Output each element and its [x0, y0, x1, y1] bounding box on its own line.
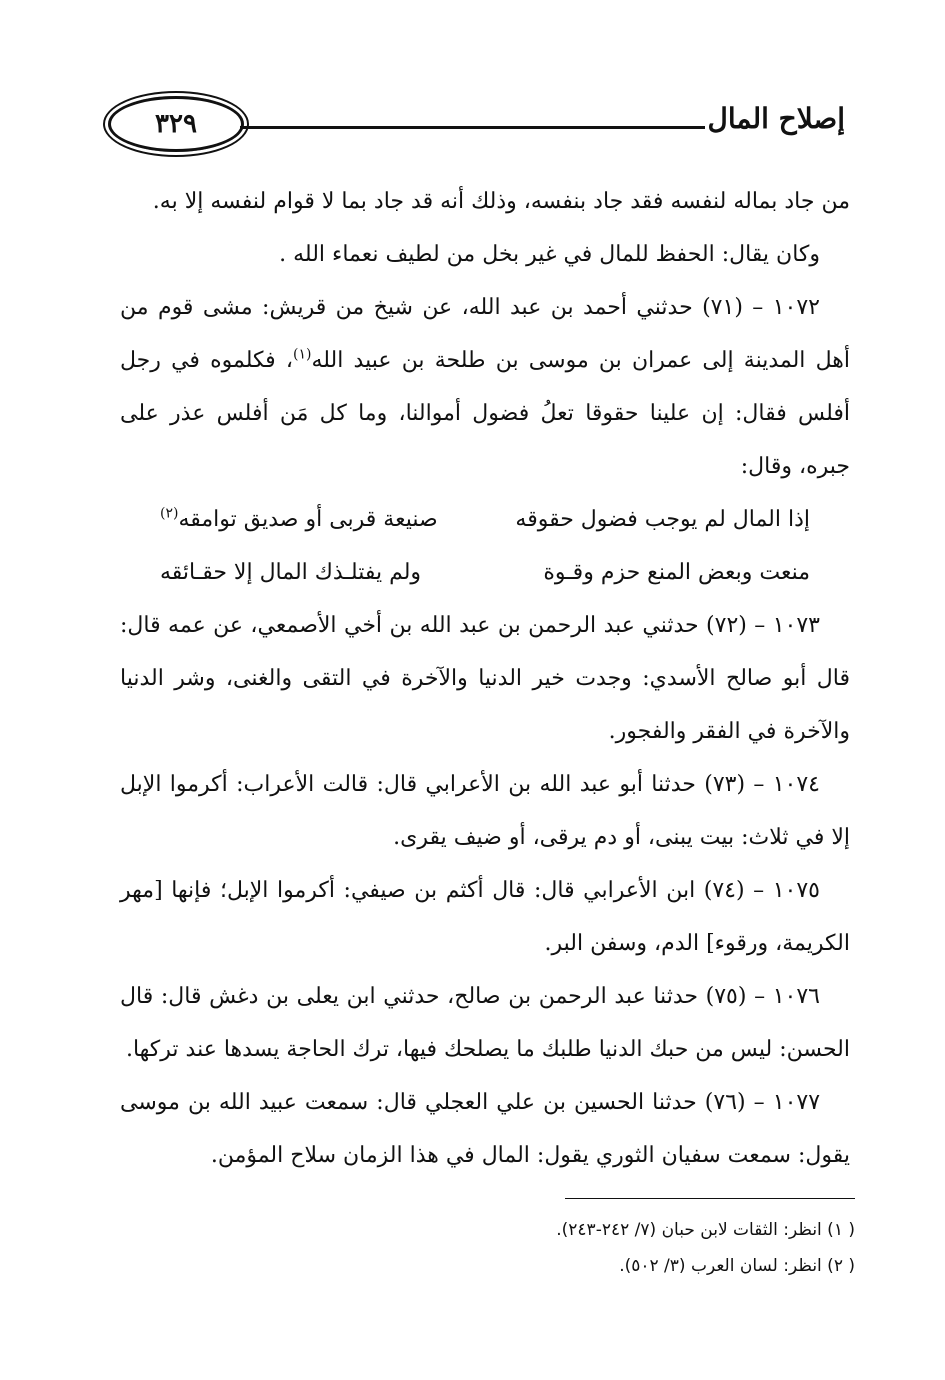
footnotes — [400, 1212, 855, 1284]
paragraph-text: ، فكلموه في رجل أفلس فقال: إن علينا حقوقا تعلُ فضول أموالنا، وما كل مَن أفلس عذر على جبره، وقال: — [120, 348, 850, 479]
footnote-ref: (١) — [292, 346, 312, 363]
hadith-1075: ١٠٧٥ – (٧٤) ابن الأعرابي قال: قال أكثم بن صيفي: أكرموا الإبل؛ فإنها [مهر الكريمة، ورقوء] الدم، وسفن البر. — [120, 878, 850, 956]
page-number: ٣٢٩ — [155, 109, 197, 139]
paragraph: من جاد بماله لنفسه فقد جاد بنفسه، وذلك أنه قد جاد بما لا قوام لنفسه إلا به. — [152, 189, 850, 214]
hadith-1076: ١٠٧٦ – (٧٥) حدثنا عبد الرحمن بن صالح، حدثني ابن يعلى بن دغش قال: قال الحسن: ليس من حبك الدنيا طلبك ما يصلحك فيها، ترك الحاجة يسدها عند تركها. — [120, 984, 850, 1062]
main-text — [120, 175, 850, 1182]
hemistich: إذا المال لم يوجب فضول حقوقه — [515, 507, 810, 532]
footnote: ( ١) انظر: الثقات لابن حبان (٧/ ٢٤٢-٢٤٣). — [556, 1220, 855, 1240]
footnote: ( ٢) انظر: لسان العرب (٣/ ٥٠٢). — [619, 1256, 855, 1276]
paragraph: وكان يقال: الحفظ للمال في غير بخل من لطيف نعماء الله . — [279, 242, 820, 267]
header-rule — [240, 126, 705, 129]
hadith-1073: ١٠٧٣ – (٧٢) حدثني عبد الرحمن بن عبد الله بن أخي الأصمعي، عن عمه قال: قال أبو صالح الأسدي: وجدت خير الدنيا والآخرة في التقى والغنى، وشر الدنيا والآخرة في الفقر والفجور. — [120, 613, 850, 744]
verse — [120, 493, 850, 546]
hemistich — [160, 493, 460, 546]
hadith-1072 — [120, 281, 850, 493]
paragraph-text: ١٠٧٢ – (٧١) حدثني أحمد بن عبد الله، عن شيخ من قريش: مشى قوم من أهل المدينة إلى عمران بن موسى بن طلحة بن عبيد الله — [120, 295, 850, 373]
running-title: إصلاح المال — [707, 102, 845, 135]
verse — [120, 546, 850, 599]
hadith-1077: ١٠٧٧ – (٧٦) حدثنا الحسين بن علي العجلي قال: سمعت عبيد الله بن موسى يقول: سمعت سفيان الثوري يقول: المال في هذا الزمان سلاح المؤمن. — [120, 1090, 850, 1168]
footnote-ref: (٢) — [160, 505, 179, 522]
hemistich: ولم يفتلـذك المال إلا حقـائقه — [160, 560, 422, 585]
hemistich: منعت وبعض المنع حزم وقـوة — [543, 560, 810, 585]
footnote-divider — [565, 1198, 855, 1199]
poem — [120, 493, 850, 599]
hadith-1074: ١٠٧٤ – (٧٣) حدثنا أبو عبد الله بن الأعرابي قال: قالت الأعراب: أكرموا الإبل إلا في ثلاث: بيت يبنى، أو دم يرقى، أو ضيف يقرى. — [120, 772, 850, 850]
hemistich-text: صنيعة قربى أو صديق توامقه — [178, 507, 438, 532]
page-header — [100, 88, 845, 158]
page-number-badge — [108, 96, 244, 152]
